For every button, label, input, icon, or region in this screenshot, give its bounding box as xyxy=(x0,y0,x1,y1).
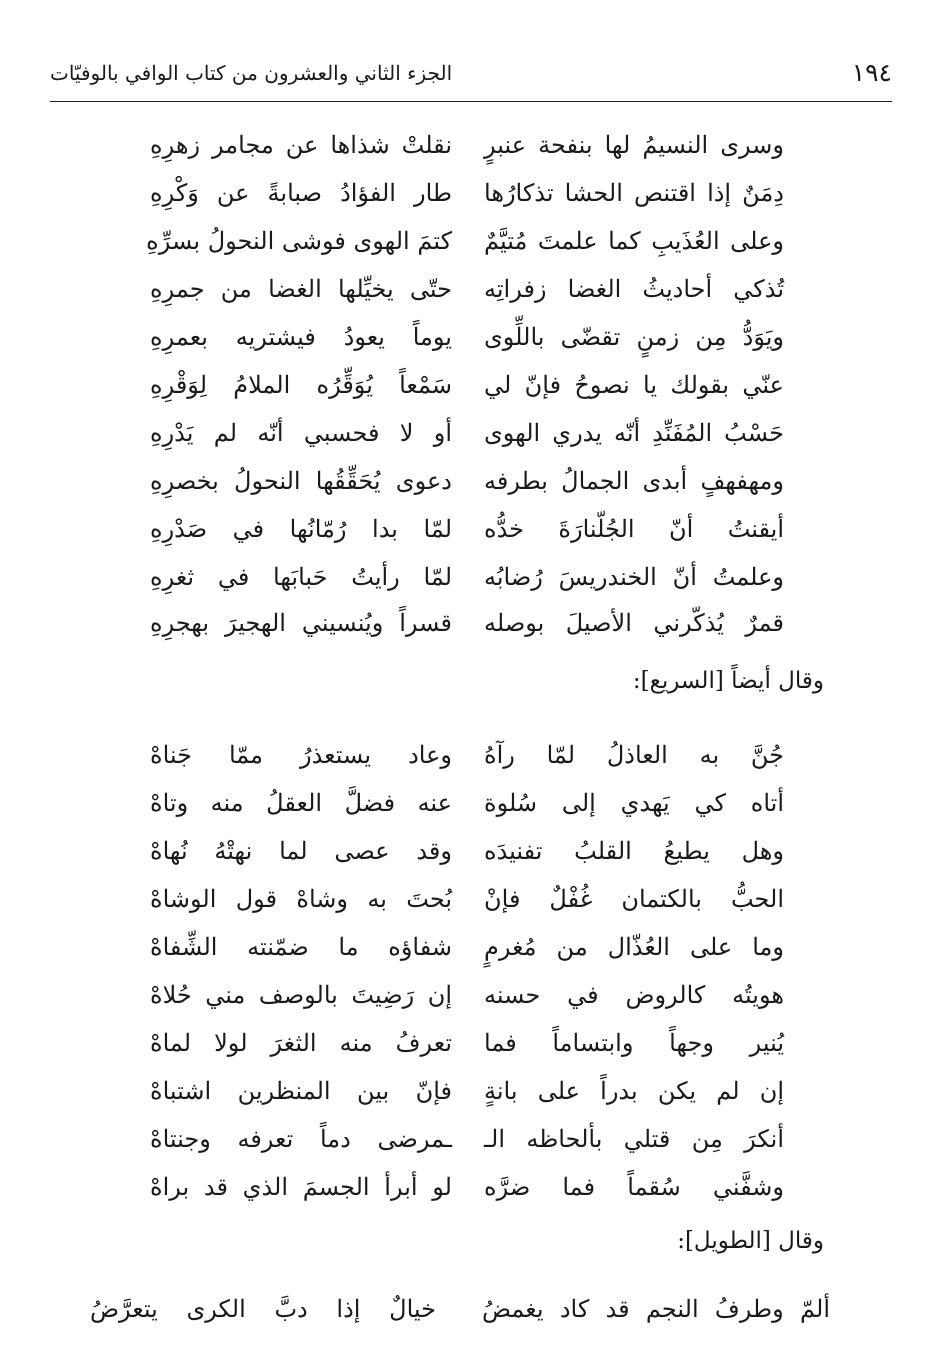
second-hemistich: لمّا رأيتُ حَبابَها في ثغرِهِ xyxy=(150,563,452,591)
first-hemistich: يُنير وجهاً وابتساماً فما xyxy=(484,1029,784,1057)
page-header xyxy=(50,52,892,96)
poem1-verse xyxy=(150,168,784,218)
second-hemistich: حتّى يخيِّلها الغضا من جمرِهِ xyxy=(150,275,452,303)
first-hemistich: وسرى النسيمُ لها بنفحة عنبرٍ xyxy=(484,131,784,159)
poem2-verse xyxy=(150,1114,784,1164)
second-hemistich: خيالٌ إذا دبَّ الكرى يتعرَّضُ xyxy=(90,1295,436,1323)
first-hemistich: وعلى العُذَيبِ كما علمتَ مُتيَّمٌ xyxy=(484,227,784,255)
first-hemistich: ويَوَدُّ مِن زمنٍ تقضّى باللِّوى xyxy=(484,323,784,351)
poem1-verse xyxy=(150,456,784,506)
poem3-intro: وقال [الطويل]: xyxy=(677,1228,824,1254)
poem2-verse xyxy=(150,730,784,780)
poem1-verse xyxy=(150,120,784,170)
second-hemistich: بُحتَ به وشاهْ قول الوشاهْ xyxy=(150,885,452,913)
first-hemistich: الحبُّ بالكتمان غُفْلٌ فإنْ xyxy=(484,885,784,913)
poem1-verse xyxy=(150,360,784,410)
poem2-verse xyxy=(150,1162,784,1212)
poem2-verse xyxy=(150,922,784,972)
poem2-verse xyxy=(150,1066,784,1116)
first-hemistich: عنّي بقولك يا نصوحُ فإنّ لي xyxy=(484,371,784,399)
first-hemistich: أنكرَ مِن قتلي بألحاظه الـ xyxy=(484,1125,784,1153)
first-hemistich: جُنَّ به العاذلُ لمّا رآهُ xyxy=(484,741,784,769)
header-rule xyxy=(50,101,892,102)
second-hemistich: وقد عصى لما نهتْهُ نُهاهْ xyxy=(150,837,452,865)
first-hemistich: أتاه كي يَهدي إلى سُلوة xyxy=(484,789,784,817)
second-hemistich: وعاد يستعذرُ ممّا جَناهْ xyxy=(150,741,452,769)
poem3-verse xyxy=(90,1284,830,1334)
poem2-verse xyxy=(150,1018,784,1068)
poem1-verse xyxy=(150,312,784,362)
second-hemistich: سَمْعاً يُوَقِّرُه الملامُ لِوَقْرِهِ xyxy=(150,371,452,399)
second-hemistich: كتمَ الهوى فوشى النحولُ بسرِّهِ xyxy=(146,227,452,255)
first-hemistich: دِمَنٌ إذا اقتنص الحشا تذكارُها xyxy=(484,179,784,207)
first-hemistich: ألمّ وطرفُ النجم قد كاد يغمضُ xyxy=(482,1295,830,1323)
second-hemistich: شفاؤه ما ضمّنته الشِّفاهْ xyxy=(150,933,452,961)
second-hemistich: عنه فضلَّ العقلُ منه وتاهْ xyxy=(150,789,452,817)
second-hemistich: دعوى يُحَقِّقُها النحولُ بخصرِهِ xyxy=(150,467,452,495)
second-hemistich: قسراً ويُنسيني الهجيرَ بهجرِهِ xyxy=(150,609,452,637)
first-hemistich: وهل يطيعُ القلبُ تفنيدَه xyxy=(484,837,784,865)
running-title: الجزء الثاني والعشرون من كتاب الوافي بالوفيّات xyxy=(50,61,453,85)
poem1-verse xyxy=(150,264,784,314)
first-hemistich: ومهفهفٍ أبدى الجمالُ بطرفه xyxy=(484,467,784,495)
second-hemistich: طار الفؤادُ صبابةً عن وَكْرِهِ xyxy=(150,179,452,207)
poem2-verse xyxy=(150,826,784,876)
first-hemistich: وشفَّني سُقماً فما ضرَّه xyxy=(484,1173,784,1201)
second-hemistich: ـمرضى دماً تعرفه وجنتاهْ xyxy=(150,1125,452,1153)
first-hemistich: تُذكي أحاديثُ الغضا زفراتِه xyxy=(484,275,784,303)
first-hemistich: أيقنتُ أنّ الجُلّنارَةَ خدُّه xyxy=(484,515,784,543)
first-hemistich: قمرٌ يُذكّرني الأصيلَ بوصله xyxy=(484,609,784,637)
second-hemistich: لو أبرأ الجسمَ الذي قد براهْ xyxy=(150,1173,452,1201)
first-hemistich: إن لم يكن بدراً على بانةٍ xyxy=(484,1077,784,1105)
first-hemistich: هويتُه كالروض في حسنه xyxy=(484,981,784,1009)
first-hemistich: وما على العُذّال من مُغرمٍ xyxy=(484,933,784,961)
poem2-verse xyxy=(150,970,784,1020)
page-number: ١٩٤ xyxy=(851,58,892,87)
poem1-verse xyxy=(146,216,784,266)
poem1-verse xyxy=(150,552,784,602)
poem2-verse xyxy=(150,778,784,828)
second-hemistich: لمّا بدا رُمّانُها في صَدْرِهِ xyxy=(150,515,452,543)
second-hemistich: إن رَضِيتَ بالوصف مني حُلاهْ xyxy=(150,981,452,1009)
second-hemistich: أو لا فحسبي أنّه لم يَدْرِهِ xyxy=(150,419,452,447)
second-hemistich: تعرفُ منه الثغرَ لولا لماهْ xyxy=(150,1029,452,1057)
first-hemistich: وعلمتُ أنّ الخندريسَ رُضابُه xyxy=(484,563,784,591)
first-hemistich: حَسْبُ المُفَنِّدِ أنّه يدري الهوى xyxy=(484,419,784,447)
poem1-verse xyxy=(150,408,784,458)
second-hemistich: يوماً يعودُ فيشتريه بعمرِهِ xyxy=(150,323,452,351)
poem1-verse xyxy=(150,504,784,554)
poem1-verse xyxy=(150,598,784,648)
second-hemistich: فإنّ بين المنظرين اشتباهْ xyxy=(150,1077,452,1105)
poem2-intro: وقال أيضاً [السريع]: xyxy=(632,668,824,694)
second-hemistich: نقلتْ شذاها عن مجامر زهرِهِ xyxy=(150,131,452,159)
poem2-verse xyxy=(150,874,784,924)
